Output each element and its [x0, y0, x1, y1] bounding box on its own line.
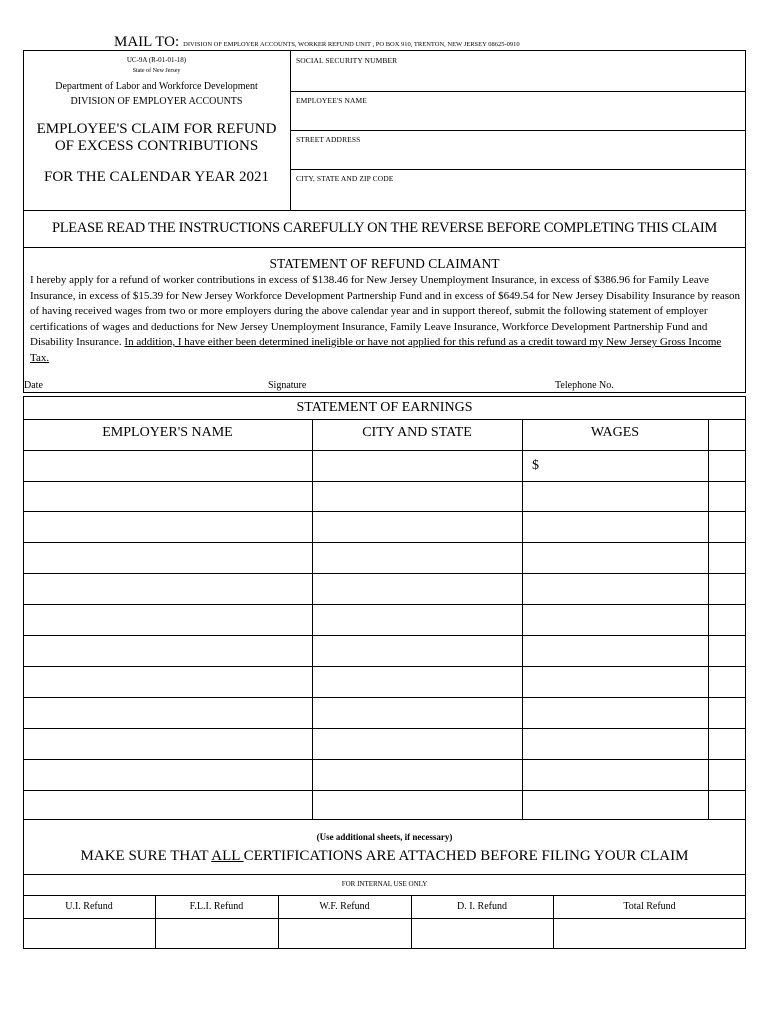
city-state-zip-field[interactable]: [296, 184, 740, 206]
form-title-line2: OF EXCESS CONTRIBUTIONS: [54, 138, 259, 154]
earnings-heading: STATEMENT OF EARNINGS: [296, 400, 473, 415]
warning-text-underlined: ALL: [211, 848, 244, 864]
wf-refund-label: W.F. Refund: [319, 901, 370, 912]
city-state-cell[interactable]: [313, 451, 521, 480]
form-title-line1: EMPLOYEE'S CLAIM FOR REFUND: [36, 121, 277, 137]
department-name: Department of Labor and Workforce Development: [55, 81, 258, 92]
ssn-label: SOCIAL SECURITY NUMBER: [296, 56, 398, 65]
signature-label: Signature: [268, 380, 307, 391]
di-refund-field[interactable]: [412, 919, 552, 948]
state-name: State of New Jersey: [132, 68, 181, 74]
claimant-paragraph-underlined: In addition, I have either been determined ineligible or have not applied for this refund as a credit toward my New Jersey Gross Income Tax.: [30, 336, 722, 364]
form-number: UC-9A (R-01-01-18): [126, 56, 187, 64]
col-employer-name: EMPLOYER'S NAME: [102, 425, 233, 440]
mail-to-line: [114, 33, 520, 51]
ui-refund-label: U.I. Refund: [65, 901, 113, 912]
employee-name-field[interactable]: [296, 106, 740, 128]
warning-text-start: MAKE SURE THAT: [80, 848, 212, 864]
street-address-label: STREET ADDRESS: [296, 135, 361, 144]
additional-sheets-note: (Use additional sheets, if necessary): [316, 832, 453, 842]
claimant-paragraph-text: I hereby apply for a refund of worker contributions in excess of $138.46 for New Jersey Unemployment Insurance, in excess of $386.96 for Family Leave Insurance, in excess of $15.39 for New Jersey Workforce Development Partnership Fund and in excess of $649.54 for New Jersey Disability Insurance by reason of having received wages from two or more employers during the above calendar year and in support thereof, submit the following statement of employer certifications of wages and deductions for New Jersey Unemployment Insurance, Family Leave Insurance, Workforce Development Partnership Fund and Disability Insurance.: [30, 274, 741, 348]
wf-refund-field[interactable]: [279, 919, 410, 948]
warning-text-end: CERTIFICATIONS ARE ATTACHED BEFORE FILING YOUR CLAIM: [243, 848, 689, 864]
fli-refund-label: F.L.I. Refund: [189, 901, 244, 912]
mail-to-label: MAIL TO:: [114, 34, 180, 50]
mail-to-address: DIVISION OF EMPLOYER ACCOUNTS, WORKER REFUND UNIT , PO BOX 910, TRENTON, NEW JERSEY 08625-0910: [183, 41, 520, 48]
instructions-banner: PLEASE READ THE INSTRUCTIONS CAREFULLY ON THE REVERSE BEFORE COMPLETING THIS CLAIM: [51, 220, 717, 236]
ui-refund-field[interactable]: [24, 919, 154, 948]
wages-cell[interactable]: [523, 451, 707, 480]
internal-use-heading: FOR INTERNAL USE ONLY: [341, 880, 428, 888]
claimant-heading: STATEMENT OF REFUND CLAIMANT: [269, 256, 500, 271]
col-city-state: CITY AND STATE: [362, 425, 472, 440]
employee-name-label: EMPLOYEE'S NAME: [296, 96, 367, 105]
ssn-field[interactable]: [296, 66, 740, 88]
di-refund-label: D. I. Refund: [457, 901, 507, 912]
col-wages: WAGES: [590, 425, 640, 440]
fli-refund-field[interactable]: [156, 919, 277, 948]
total-refund-field[interactable]: [554, 919, 745, 948]
currency-symbol: $: [532, 458, 539, 473]
total-refund-label: Total Refund: [623, 901, 676, 912]
street-address-field[interactable]: [296, 145, 740, 167]
employer-name-cell[interactable]: [24, 451, 311, 480]
claimant-paragraph: [30, 273, 742, 366]
city-state-zip-label: CITY, STATE AND ZIP CODE: [296, 174, 394, 183]
division-name: DIVISION OF EMPLOYER ACCOUNTS: [70, 96, 243, 107]
date-label: Date: [24, 380, 43, 391]
telephone-label: Telephone No.: [555, 380, 614, 391]
calendar-year: FOR THE CALENDAR YEAR 2021: [43, 169, 269, 185]
certifications-warning: [23, 848, 746, 865]
